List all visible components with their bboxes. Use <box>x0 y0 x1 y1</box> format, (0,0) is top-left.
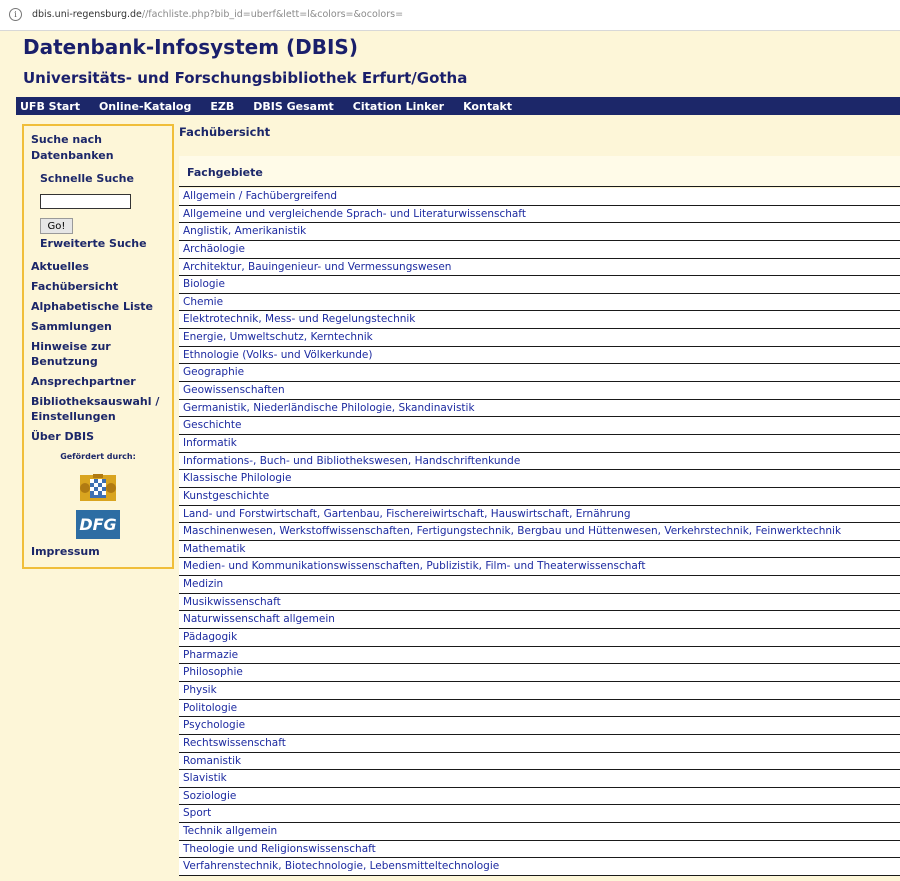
subject-link[interactable]: Rechtswissenschaft <box>183 736 286 749</box>
subject-link[interactable]: Energie, Umweltschutz, Kerntechnik <box>183 331 373 344</box>
url-host: dbis.uni-regensburg.de <box>32 9 142 20</box>
list-item <box>179 329 900 347</box>
list-item <box>179 647 900 665</box>
subject-link[interactable]: Soziologie <box>183 789 237 802</box>
nav-ufb-start[interactable]: UFB Start <box>20 99 80 113</box>
subject-link[interactable]: Romanistik <box>183 754 242 767</box>
address-bar[interactable] <box>0 0 900 31</box>
subject-link[interactable]: Biologie <box>183 278 225 291</box>
list-item <box>179 823 900 841</box>
sidebar-link-aktuelles[interactable]: Aktuelles <box>31 260 89 273</box>
list-item <box>179 770 900 788</box>
subject-link[interactable]: Verfahrenstechnik, Biotechnologie, Lebensmitteltechnologie <box>183 860 500 873</box>
nav-citation-linker[interactable]: Citation Linker <box>352 99 445 113</box>
list-item <box>179 753 900 771</box>
list-item <box>179 241 900 259</box>
list-item <box>179 188 900 206</box>
subject-link[interactable]: Elektrotechnik, Mess- und Regelungstechnik <box>183 313 416 326</box>
list-item <box>179 594 900 612</box>
quick-search-input[interactable] <box>40 194 131 209</box>
subject-link[interactable]: Naturwissenschaft allgemein <box>183 613 335 626</box>
subject-link[interactable]: Architektur, Bauingenieur- und Vermessungswesen <box>183 260 452 273</box>
sidebar-link-hinweise-line1[interactable]: Hinweise zur <box>31 340 111 353</box>
library-name: Universitäts- und Forschungsbibliothek Erfurt/Gotha <box>23 69 468 87</box>
top-navigation <box>16 97 900 115</box>
subject-link[interactable]: Ethnologie (Volks- und Völkerkunde) <box>183 348 373 361</box>
list-item <box>179 382 900 400</box>
subject-link[interactable]: Politologie <box>183 701 238 714</box>
list-item <box>179 629 900 647</box>
list-item <box>179 435 900 453</box>
list-item <box>179 470 900 488</box>
list-item <box>179 682 900 700</box>
list-item <box>179 311 900 329</box>
subject-link[interactable]: Allgemeine und vergleichende Sprach- und Literaturwissenschaft <box>183 207 526 220</box>
sidebar-link-bibliotheksauswahl-line2[interactable]: Einstellungen <box>31 410 116 423</box>
subject-link[interactable]: Geowissenschaften <box>183 384 285 397</box>
sidebar-link-alphabetische-liste[interactable]: Alphabetische Liste <box>31 300 154 313</box>
info-icon[interactable]: i <box>9 8 22 21</box>
subject-link[interactable]: Philosophie <box>183 666 243 679</box>
list-item <box>179 805 900 823</box>
sidebar-link-ansprechpartner[interactable]: Ansprechpartner <box>31 375 136 388</box>
list-item <box>179 576 900 594</box>
list-item <box>179 417 900 435</box>
list-item <box>179 717 900 735</box>
subject-link[interactable]: Germanistik, Niederländische Philologie, Skandinavistik <box>183 401 475 414</box>
subject-link[interactable]: Physik <box>183 683 217 696</box>
subject-link[interactable]: Musikwissenschaft <box>183 595 281 608</box>
subject-link[interactable]: Geschichte <box>183 419 242 432</box>
list-item <box>179 700 900 718</box>
list-item <box>179 488 900 506</box>
search-heading-line2: Datenbanken <box>31 149 114 162</box>
subject-link[interactable]: Sport <box>183 807 212 820</box>
subject-link[interactable]: Klassische Philologie <box>183 472 292 485</box>
list-item <box>179 788 900 806</box>
sidebar-link-fachuebersicht[interactable]: Fachübersicht <box>31 280 119 293</box>
nav-online-katalog[interactable]: Online-Katalog <box>98 99 192 113</box>
imprint-link[interactable]: Impressum <box>31 545 100 558</box>
list-item <box>179 259 900 277</box>
go-button[interactable]: Go! <box>40 218 73 234</box>
subject-link[interactable]: Informatik <box>183 436 237 449</box>
subject-link[interactable]: Medizin <box>183 578 224 591</box>
list-item <box>179 506 900 524</box>
search-heading-line1: Suche nach <box>31 133 103 146</box>
funded-by-label: Gefördert durch: <box>60 452 136 461</box>
sidebar-link-hinweise-line2[interactable]: Benutzung <box>31 355 98 368</box>
subject-link[interactable]: Pädagogik <box>183 631 238 644</box>
sidebar-link-sammlungen[interactable]: Sammlungen <box>31 320 112 333</box>
dfg-logo-text: DFG <box>79 515 117 534</box>
nav-dbis-gesamt[interactable]: DBIS Gesamt <box>253 99 334 113</box>
list-item <box>179 206 900 224</box>
subject-link[interactable]: Chemie <box>183 295 224 308</box>
list-item <box>179 364 900 382</box>
subject-list-header <box>179 156 900 187</box>
list-item <box>179 523 900 541</box>
url-path: //fachliste.php?bib_id=uberf&lett=l&colors=&ocolors= <box>141 9 404 20</box>
advanced-search-link[interactable]: Erweiterte Suche <box>40 237 147 250</box>
subject-link[interactable]: Geographie <box>183 366 245 379</box>
subject-link[interactable]: Anglistik, Amerikanistik <box>183 225 307 238</box>
sidebar-link-bibliotheksauswahl-line1[interactable]: Bibliotheksauswahl / <box>31 395 160 408</box>
list-item <box>179 294 900 312</box>
list-item <box>179 453 900 471</box>
subject-link[interactable]: Technik allgemein <box>183 825 278 838</box>
subject-link[interactable]: Theologie und Religionswissenschaft <box>183 842 376 855</box>
list-item <box>179 541 900 559</box>
subject-link[interactable]: Slavistik <box>183 772 227 785</box>
subject-link[interactable]: Psychologie <box>183 719 246 732</box>
subject-link[interactable]: Archäologie <box>183 242 245 255</box>
list-item <box>179 347 900 365</box>
subject-link[interactable]: Allgemein / Fachübergreifend <box>183 190 338 202</box>
list-item <box>179 276 900 294</box>
bavaria-coat-of-arms-logo[interactable] <box>76 473 120 503</box>
site-title: Datenbank-Infosystem (DBIS) <box>23 35 358 59</box>
list-item <box>179 735 900 753</box>
subject-link[interactable]: Pharmazie <box>183 648 239 661</box>
list-item <box>179 841 900 859</box>
list-item <box>179 664 900 682</box>
dfg-logo[interactable] <box>76 510 120 539</box>
subject-link[interactable]: Mathematik <box>183 542 246 555</box>
subject-link[interactable]: Informations-, Buch- und Bibliothekswesen, Handschriftenkunde <box>183 454 521 467</box>
list-item <box>179 558 900 576</box>
list-item <box>179 611 900 629</box>
subject-link[interactable]: Land- und Forstwirtschaft, Gartenbau, Fischereiwirtschaft, Hauswirtschaft, Ernährung <box>183 507 631 520</box>
nav-ezb[interactable]: EZB <box>210 99 235 113</box>
list-item <box>179 858 900 876</box>
sidebar-link-ueber-dbis[interactable]: Über DBIS <box>31 430 95 443</box>
subject-link[interactable]: Medien- und Kommunikationswissenschaften, Publizistik, Film- und Theaterwissenschaft <box>183 560 646 573</box>
list-item <box>179 223 900 241</box>
quick-search-label: Schnelle Suche <box>40 172 134 185</box>
subject-link[interactable]: Maschinenwesen, Werkstoffwissenschaften, Fertigungstechnik, Bergbau und Hüttenwesen, Verkehrstechnik, Feinwerktechnik <box>183 525 842 538</box>
sidebar <box>22 124 174 569</box>
subject-link[interactable]: Kunstgeschichte <box>183 489 270 502</box>
url-text[interactable] <box>32 9 403 20</box>
subject-list <box>179 188 900 876</box>
section-title: Fachübersicht <box>179 125 271 139</box>
subject-list-header-label: Fachgebiete <box>187 166 263 179</box>
list-item <box>179 400 900 418</box>
nav-kontakt[interactable]: Kontakt <box>463 99 513 113</box>
